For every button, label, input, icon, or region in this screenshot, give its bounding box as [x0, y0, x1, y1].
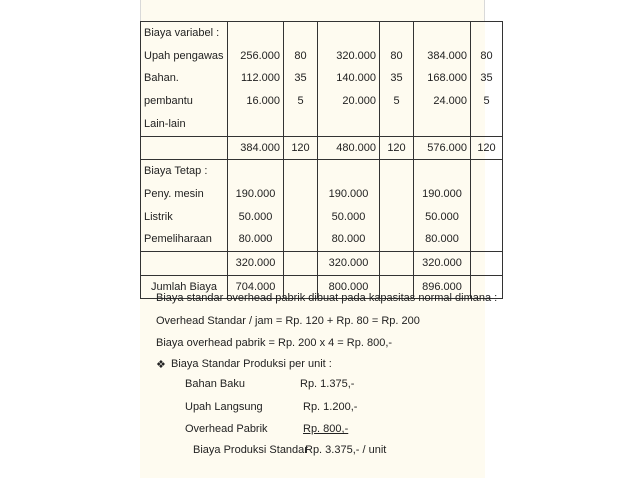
- table-cell: 80.000: [318, 228, 380, 251]
- table-cell: [471, 228, 503, 251]
- table-row: [141, 228, 503, 251]
- table-cell: 80: [284, 45, 318, 68]
- table-cell: 576.000: [414, 136, 471, 160]
- table-cell: 5: [471, 90, 503, 113]
- table-cell: 190.000: [228, 183, 284, 206]
- table-row: [141, 136, 503, 160]
- row-label: Pemeliharaan: [141, 228, 228, 251]
- cost-table: [140, 21, 503, 299]
- table-row: [141, 252, 503, 276]
- table-cell: [380, 252, 414, 276]
- table-cell: 120: [284, 136, 318, 160]
- total-value: Rp. 3.375,- / unit: [305, 444, 387, 456]
- page-edge-left: [140, 0, 141, 22]
- table-cell: [414, 113, 471, 136]
- table-cell: [284, 228, 318, 251]
- table-cell: 320.000: [318, 45, 380, 68]
- variable-heading: Biaya variabel :: [141, 22, 228, 45]
- table-cell: 20.000: [318, 90, 380, 113]
- table-cell: [284, 206, 318, 229]
- table-cell: [471, 206, 503, 229]
- item-value: Rp. 800,-: [303, 423, 349, 435]
- row-label: Bahan.: [141, 67, 228, 90]
- table-cell: [471, 252, 503, 276]
- table-cell: 384.000: [414, 45, 471, 68]
- table-cell: 50.000: [414, 206, 471, 229]
- table-cell: 80.000: [414, 228, 471, 251]
- table-cell: 80: [471, 45, 503, 68]
- standard-cost-heading: Biaya Standar Produksi per unit :: [171, 358, 332, 370]
- row-label: Listrik: [141, 206, 228, 229]
- table-cell: 120: [380, 136, 414, 160]
- table-cell: 140.000: [318, 67, 380, 90]
- table-cell: 384.000: [228, 136, 284, 160]
- table-cell: [471, 113, 503, 136]
- item-label: Overhead Pabrik: [185, 423, 268, 435]
- table-cell: 16.000: [228, 90, 284, 113]
- table-cell: [318, 113, 380, 136]
- table-cell: 480.000: [318, 136, 380, 160]
- table-row: [141, 113, 503, 136]
- table-row: [141, 90, 503, 113]
- table-cell: 5: [284, 90, 318, 113]
- table-cell: 190.000: [318, 183, 380, 206]
- table-cell: 120: [471, 136, 503, 160]
- table-row: [141, 206, 503, 229]
- table-cell: 704.000: [228, 275, 284, 299]
- table-cell: 80: [380, 45, 414, 68]
- table-cell: 190.000: [414, 183, 471, 206]
- item-label: Bahan Baku: [185, 378, 245, 390]
- table-cell: [284, 183, 318, 206]
- table-row: [141, 22, 503, 45]
- table-cell: [380, 183, 414, 206]
- table-cell: 35: [284, 67, 318, 90]
- table-cell: [380, 228, 414, 251]
- table-cell: 35: [380, 67, 414, 90]
- table-cell: 896.000: [414, 275, 471, 299]
- fixed-heading: Biaya Tetap :: [141, 160, 228, 183]
- table-cell: 24.000: [414, 90, 471, 113]
- table-cell: 5: [380, 90, 414, 113]
- table-cell: [471, 183, 503, 206]
- table-cell: 80.000: [228, 228, 284, 251]
- row-label: pembantu: [141, 90, 228, 113]
- item-value: Rp. 1.375,-: [300, 378, 355, 390]
- table-cell: [284, 252, 318, 276]
- table-cell: 50.000: [318, 206, 380, 229]
- table-cell: 50.000: [228, 206, 284, 229]
- item-value: Rp. 1.200,-: [303, 401, 358, 413]
- row-label: [141, 252, 228, 276]
- table-cell: [380, 113, 414, 136]
- item-label: Upah Langsung: [185, 401, 263, 413]
- table-cell: [284, 113, 318, 136]
- table-cell: 35: [471, 67, 503, 90]
- table-cell: [228, 113, 284, 136]
- row-label: [141, 136, 228, 160]
- page-edge-right: [484, 0, 485, 22]
- row-label: Peny. mesin: [141, 183, 228, 206]
- overhead-per-hour-formula: Overhead Standar / jam = Rp. 120 + Rp. 80 = Rp. 200: [156, 315, 420, 327]
- bullet-icon: ❖: [156, 359, 166, 371]
- table-cell: 320.000: [414, 252, 471, 276]
- table-cell: [380, 206, 414, 229]
- total-label: Biaya Produksi Standar: [193, 444, 308, 456]
- table-row: [141, 183, 503, 206]
- table-cell: 320.000: [318, 252, 380, 276]
- overhead-intro-text: Biaya standar overhead pabrik dibuat pada kapasitas normal dimana :: [156, 292, 498, 304]
- row-label: Upah pengawas: [141, 45, 228, 68]
- row-label: Lain-lain: [141, 113, 228, 136]
- table-cell: 112.000: [228, 67, 284, 90]
- grand-total-label: Jumlah Biaya: [141, 275, 228, 299]
- table-row: [141, 160, 503, 183]
- table-row: [141, 67, 503, 90]
- table-cell: 256.000: [228, 45, 284, 68]
- overhead-cost-formula: Biaya overhead pabrik = Rp. 200 x 4 = Rp. 800,-: [156, 337, 393, 349]
- table-cell: 320.000: [228, 252, 284, 276]
- table-row: [141, 45, 503, 68]
- table-cell: 800.000: [318, 275, 380, 299]
- table-cell: 168.000: [414, 67, 471, 90]
